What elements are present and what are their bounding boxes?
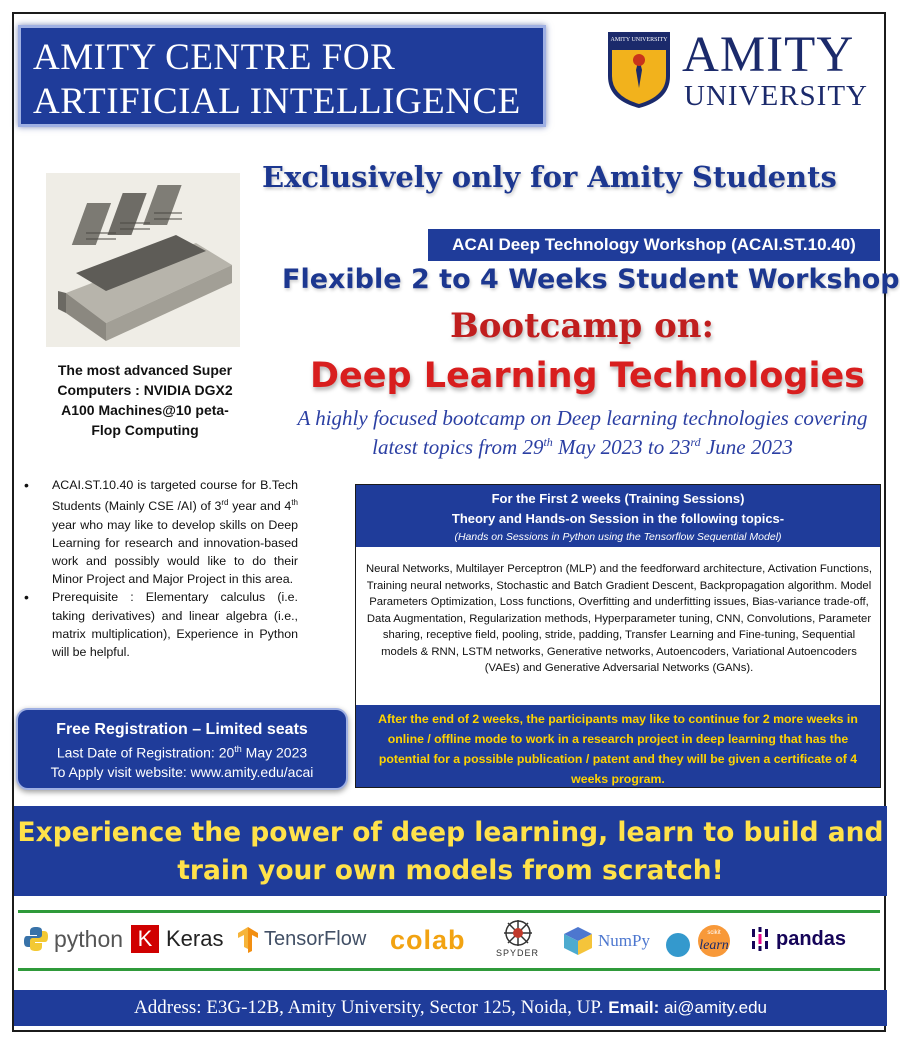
topics-footer-note: After the end of 2 weeks, the participants may like to continue for 2 more weeks in online / offline mode to work in a research project in deep learning that has the potential for a possible publication / patent and they will be given a certificate of 4 weeks program. <box>356 705 880 787</box>
desc-date-tail: June 2023 <box>700 435 793 459</box>
spyder-label: SPYDER <box>496 948 540 958</box>
bullet1-text-a: ACAI.ST.10.40 is targeted course for B.Tech Students (Mainly CSE /AI) of 3 <box>52 478 298 514</box>
topics-head-line2: Theory and Hands-on Session in the following topics- <box>451 511 785 526</box>
email-link[interactable]: ai@amity.edu <box>659 998 767 1017</box>
amity-shield-icon <box>606 30 672 110</box>
keras-label: Keras <box>166 926 224 951</box>
deadline-text: Last Date of Registration: 20 <box>56 744 235 761</box>
topics-box <box>355 484 881 788</box>
numpy-logo <box>562 925 650 957</box>
pandas-icon <box>750 925 770 953</box>
topics-head-line1: For the First 2 weeks (Training Sessions) <box>491 491 745 506</box>
desc-date-start: latest topics from 29 <box>372 435 544 459</box>
desc-sup-rd: rd <box>690 435 701 449</box>
workshop-code-badge: ACAI Deep Technology Workshop (ACAI.ST.10.40) <box>428 229 880 261</box>
registration-website[interactable]: To Apply visit website: www.amity.edu/acai <box>50 764 314 780</box>
tensorflow-label: TensorFlow <box>264 927 367 950</box>
tensorflow-icon <box>236 925 260 953</box>
amity-logo-word: AMITY <box>682 27 855 83</box>
exclusive-heading: Exclusively only for Amity Students <box>262 160 837 194</box>
bullet1-sup-rd: rd <box>221 498 229 508</box>
server-caption-line3: A100 Machines@10 peta- <box>61 402 229 418</box>
flexible-heading: Flexible 2 to 4 Weeks Student Workshop <box>282 264 900 295</box>
pandas-label: pandas <box>776 927 847 950</box>
python-icon <box>22 925 50 953</box>
bootcamp-heading: Bootcamp on: <box>450 306 715 346</box>
numpy-label: NumPy <box>598 931 650 950</box>
tools-divider-top <box>18 910 880 913</box>
bullet-prerequisite: • Prerequisite : Elementary calculus (i.e. taking derivatives) and linear algebra (i.e., matrix multiplication), Experience in Python will be helpful. <box>20 588 298 661</box>
server-caption <box>40 360 250 440</box>
course-bullets <box>20 476 298 661</box>
spyder-logo <box>496 918 539 958</box>
desc-sup-th: th <box>543 435 553 449</box>
shield-label: AMITY UNIVERSITY <box>610 37 668 43</box>
server-caption-line4: Flop Computing <box>91 422 199 438</box>
deadline-sup: th <box>234 744 242 754</box>
keras-logo <box>131 925 223 953</box>
colab-label: colab <box>390 925 466 955</box>
bullet-target-course <box>20 476 298 588</box>
keras-icon: K <box>131 925 159 953</box>
scikit-learn-icon <box>664 925 734 961</box>
numpy-icon <box>562 925 594 957</box>
email-label: Email: <box>608 998 660 1017</box>
address-bar <box>14 990 887 1026</box>
centre-title-line1: AMITY CENTRE FOR <box>33 37 396 78</box>
registration-deadline <box>18 744 346 761</box>
banner-line1: Experience the power of deep learning, learn to build and <box>17 817 884 848</box>
bullet1-text-b: year and 4 <box>228 499 292 514</box>
scikit-learn-label: learn <box>699 938 729 953</box>
tools-divider-bottom <box>18 968 880 971</box>
topics-head-line3: (Hands on Sessions in Python using the Tensorflow Sequential Model) <box>454 531 782 543</box>
scikit-small-label: scikit <box>707 930 721 936</box>
banner-line2: train your own models from scratch! <box>177 855 724 886</box>
spyder-icon <box>501 918 535 948</box>
colab-logo <box>390 925 466 956</box>
description-line2 <box>280 430 885 459</box>
bullet1-sup-th: th <box>291 498 298 508</box>
amity-logo-sub: UNIVERSITY <box>684 80 868 112</box>
centre-title-box <box>18 25 546 127</box>
pandas-logo <box>750 925 846 953</box>
desc-date-end: May 2023 to 23 <box>552 435 691 459</box>
address-text: Address: E3G-12B, Amity University, Sector 125, Noida, UP. <box>134 997 609 1018</box>
server-caption-line2: Computers : NVIDIA DGX2 <box>57 382 233 398</box>
registration-title: Free Registration – Limited seats <box>56 721 308 738</box>
scikit-learn-logo <box>664 925 734 961</box>
python-logo <box>22 925 123 953</box>
centre-title-line2: ARTIFICIAL INTELLIGENCE <box>33 81 521 122</box>
topics-header <box>356 485 880 547</box>
bootcamp-description <box>280 406 885 459</box>
deadline-month: May 2023 <box>241 744 308 761</box>
dgx-server-image <box>46 173 240 347</box>
python-label: python <box>54 925 124 952</box>
bullet1-text-c: year who may like to develop skills on Deep Learning for research and innovation-based work and possibly would like to do their Minor Project and Major Project in this area. <box>52 517 298 587</box>
tensorflow-logo <box>236 925 366 953</box>
description-line1: A highly focused bootcamp on Deep learning technologies covering <box>297 406 868 430</box>
server-caption-line1: The most advanced Super <box>57 362 233 378</box>
topics-list: Neural Networks, Multilayer Perceptron (MLP) and the feedforward architecture, Activation Functions, Training neural networks, Stochastic and Batch Gradient Descent, Backpropagation algorithm. Model Parameters Optimization, Loss functions, Overfitting and underfitting issues, Bias-variance trade-off, Data Augmentation, Regularization methods, Hyperparameter tuning, CNN, Convolutions, Parameter sharing, receptive field, pooling, stride, padding, Transfer Learning and Fine-tuning, Sequential models & RNN, LSTM networks, Generative networks, Autoencoders, Variational Autoencoders (VAEs) and Generative Adversarial Networks (GANs). <box>365 563 873 674</box>
experience-banner <box>14 806 887 896</box>
registration-box <box>16 708 348 790</box>
main-title: Deep Learning Technologies <box>310 356 866 396</box>
